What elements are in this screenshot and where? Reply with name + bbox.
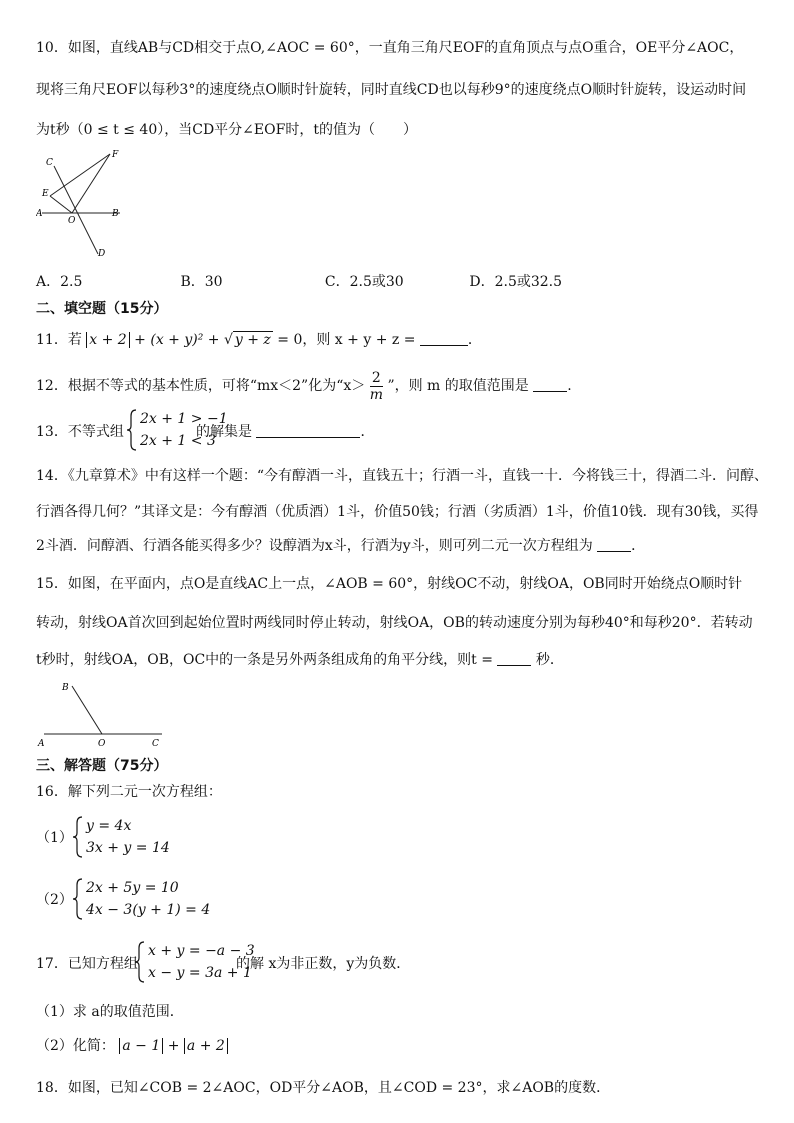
q13-prefix: 13．不等式组 [36,424,124,440]
q10-line-3: 为t秒（0 ≤ t ≤ 40），当CD平分∠EOF时，t的值为（ ） [36,122,417,138]
option-b: B．30 [180,274,223,290]
q15-line-3b: 秒． [535,652,564,668]
q11-end: ． [467,332,482,348]
q16-p1-eq-1: y = 4x [86,818,132,834]
q13-end: ． [360,424,375,440]
q11-blank [420,331,468,346]
q15-line-2: 转动，射线OA首次回到起始位置时两线同时停止转动，射线OA，OB的转动速度分别为每秒40°和每秒20°．若转动 [36,615,753,631]
q18-text: 18．如图，已知∠COB = 2∠AOC，OD平分∠AOB，且∠COD = 23°，求∠AOB的度数． [36,1080,611,1096]
q12-prefix: 12．根据不等式的基本性质，可将“mx＜2”化为“x＞ [36,378,366,394]
q16-part1-system [72,815,202,859]
q14-line-3 [36,536,645,556]
q17-eq-2: x − y = 3a + 1 [148,965,252,981]
q13-eq-1: 2x + 1 > −1 [140,411,228,427]
q10-label-a: A [36,209,43,219]
q12-suffix: ”，则 m 的取值范围是 [387,378,529,394]
option-a: A．2.5 [36,274,83,290]
q17-part1: （1）求 a的取值范围． [36,1004,184,1020]
q13-eq-2: 2x + 1 < 3 [140,433,216,449]
q14-line-1: 14．《九章算术》中有这样一个题：“今有醇酒一斗，直钱五十；行酒一斗，直钱一十．今将钱三十，得酒二斗．问醇、 [36,468,768,484]
q17-eq-1: x + y = −a − 3 [148,943,255,959]
q15-blank [497,651,531,666]
q12 [36,368,572,404]
q13-answer [196,422,374,442]
q12-denominator: m [369,386,383,403]
q10-line-2: 现将三角尺EOF以每秒3°的速度绕点O顺时针旋转，同时直线CD也以每秒9°的速度绕点O顺时针旋转，设运动时间 [36,82,747,98]
sqrt-icon: √ [223,332,233,348]
brace-icon [126,408,138,452]
q15-line-1: 15．如图，在平面内，点O是直线AC上一点，∠AOB = 60°，射线OC不动，射线OA，OB同时开始绕点O顺时针 [36,576,743,592]
q16-p1-eq-2: 3x + y = 14 [86,840,170,856]
q12-numerator: 2 [370,370,383,387]
q14-line-3-text: 2斗酒．问醇酒、行酒各能买得多少？设醇酒为x斗，行酒为y斗，则可列二元一次方程组为 [36,538,593,554]
q14-end: ． [631,538,646,554]
q15-label-o: O [98,739,106,749]
q10-options [36,272,609,292]
q11-prefix: 11．若 [36,332,82,348]
q17-part2-prefix: （2）化简： [36,1038,115,1054]
q13-blank [256,423,360,438]
q10-label-c: C [46,158,53,168]
q12-end: . [567,378,572,394]
brace-icon [72,877,84,921]
q12-blank [533,377,567,392]
q15-label-c: C [152,739,159,749]
q17-prefix: 17．已知方程组 [36,956,138,972]
q17-abs-2: a + 2 [184,1038,228,1054]
q10-label-e: E [42,189,49,199]
brace-icon [72,815,84,859]
section-2-heading: 二、填空题（15分） [36,301,168,317]
q11-suffix: = 0，则 x + y + z = [277,332,416,348]
q16-title: 16．解下列二元一次方程组： [36,784,222,800]
q14-line-2: 行酒各得几何？”其译文是：今有醇酒（优质酒）1斗，价值50钱；行酒（劣质酒）1斗，价值10钱．现有30钱，买得 [36,504,759,520]
q13-suffix: 的解集是 [196,424,252,440]
q16-part1-label: （1） [36,830,73,846]
q11-abs: x + 2 [86,332,129,348]
q15-label-a: A [38,739,45,749]
option-c: C．2.5或30 [324,274,404,290]
option-d: D．2.5或32.5 [469,274,563,290]
brace-icon [134,940,146,984]
q11 [36,330,482,350]
q11-mid: + (x + y)² + [134,332,220,348]
q11-sqrt: y + z [234,332,271,348]
q10-label-d: D [98,249,106,259]
q17-plus: + [167,1038,180,1054]
q10-label-f: F [112,150,119,160]
q10-label-o: O [68,216,76,226]
q10-label-b: B [112,209,119,219]
section-3-heading: 三、解答题（75分） [36,758,168,774]
q17-system [134,940,255,984]
q16-p2-eq-1: 2x + 5y = 10 [86,880,179,896]
q15-label-b: B [62,683,69,693]
q17-abs-1: a − 1 [119,1038,163,1054]
q17-suffix: 的解 x为非正数，y为负数． [236,956,411,972]
q16-p2-eq-2: 4x − 3(y + 1) = 4 [86,902,211,918]
q10-figure [36,150,136,262]
q16-part2-label: （2） [36,892,73,908]
q15-figure [36,680,166,750]
q17-part2 [36,1036,228,1056]
q15-line-3a: t秒时，射线OA，OB，OC中的一条是另外两条组成角的角平分线，则t = [36,652,493,668]
q12-fraction [370,370,383,403]
q16-part2-system [72,877,222,921]
q14-blank [597,537,631,552]
q15-line-3 [36,650,564,670]
q10-line-1: 10．如图，直线AB与CD相交于点O,∠AOC = 60°，一直角三角尺EOF的直角顶点与点O重合，OE平分∠AOC， [36,40,744,56]
